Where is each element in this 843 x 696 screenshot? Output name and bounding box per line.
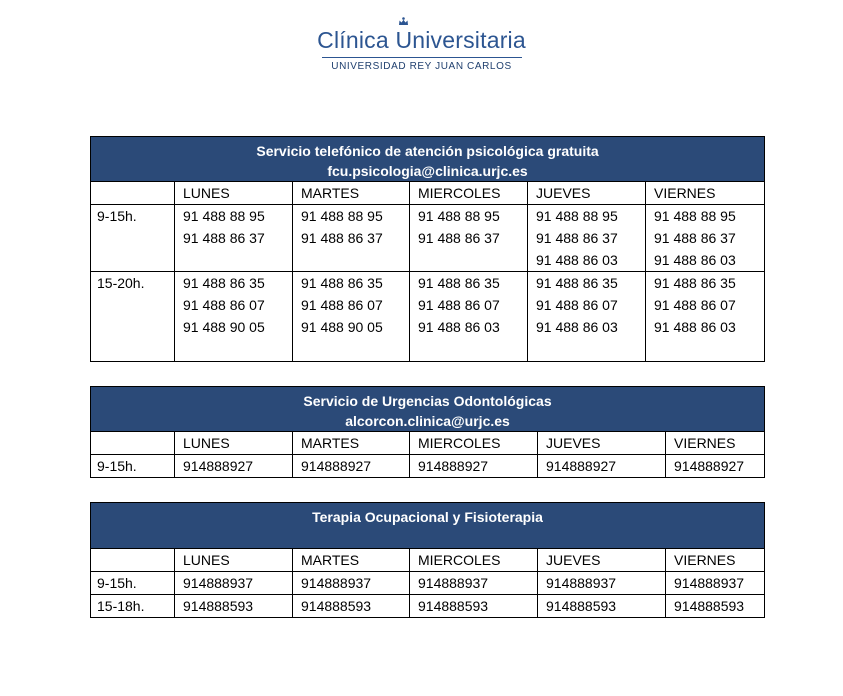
- phone-number: 914888593: [538, 595, 666, 618]
- phone-number: 914888593: [410, 595, 538, 618]
- phone-number: 91 488 86 03: [536, 319, 618, 335]
- phone-number: 91 488 86 03: [536, 252, 618, 268]
- phone-number: 914888937: [175, 572, 293, 595]
- phone-number: 91 488 86 07: [183, 297, 265, 313]
- logo-title-part2: niversitaria: [412, 27, 526, 53]
- day-wednesday: MIERCOLES: [410, 549, 538, 572]
- phone-number: 91 488 86 03: [654, 252, 736, 268]
- logo-divider: [322, 57, 522, 58]
- phone-number: 914888937: [666, 572, 765, 595]
- table-email: fcu.psicologia@clinica.urjc.es: [327, 163, 528, 179]
- row-label: 9-15h.: [91, 572, 175, 595]
- row-label: 15-18h.: [91, 595, 175, 618]
- logo-title-part1: Clínica: [317, 27, 396, 53]
- table-header: [91, 387, 765, 432]
- phone-cell: [646, 272, 765, 362]
- day-friday: VIERNES: [666, 432, 765, 455]
- phone-number: 91 488 86 37: [183, 230, 265, 246]
- phone-number: 914888927: [666, 455, 765, 478]
- phone-number: 914888593: [293, 595, 410, 618]
- phone-number: 91 488 88 95: [183, 208, 265, 224]
- occupational-therapy-table: [90, 502, 765, 618]
- phone-number: 91 488 90 05: [301, 319, 383, 335]
- day-thursday: JUEVES: [528, 182, 646, 205]
- phone-number: 91 488 88 95: [301, 208, 383, 224]
- logo-u: [395, 26, 412, 54]
- phone-number: 914888937: [293, 572, 410, 595]
- empty-cell: [91, 182, 175, 205]
- phone-number: 91 488 86 07: [654, 297, 736, 313]
- empty-cell: [91, 549, 175, 572]
- phone-number: 91 488 86 35: [418, 275, 500, 291]
- empty-cell: [91, 432, 175, 455]
- phone-cell: [293, 272, 410, 362]
- row-label: 9-15h.: [91, 205, 175, 272]
- table-header: [91, 503, 765, 549]
- day-monday: LUNES: [175, 549, 293, 572]
- phone-number: 914888593: [175, 595, 293, 618]
- table-title: Servicio de Urgencias Odontológicas: [303, 393, 552, 409]
- day-monday: LUNES: [175, 432, 293, 455]
- phone-number: 914888937: [410, 572, 538, 595]
- phone-cell: [410, 272, 528, 362]
- phone-number: 91 488 86 37: [418, 230, 500, 246]
- table-title: Terapia Ocupacional y Fisioterapia: [312, 509, 543, 525]
- phone-number: 91 488 86 37: [301, 230, 383, 246]
- days-row: [91, 182, 765, 205]
- day-wednesday: MIERCOLES: [410, 182, 528, 205]
- phone-cell: [646, 205, 765, 272]
- day-monday: LUNES: [175, 182, 293, 205]
- phone-cell: [175, 272, 293, 362]
- phone-cell: [528, 205, 646, 272]
- day-friday: VIERNES: [646, 182, 765, 205]
- row-label: 15-20h.: [91, 272, 175, 362]
- psychology-phone-table: [90, 136, 765, 362]
- phone-number: 91 488 86 03: [654, 319, 736, 335]
- table-title: Servicio telefónico de atención psicológica gratuita: [256, 143, 599, 159]
- phone-number: 91 488 86 07: [301, 297, 383, 313]
- phone-number: 914888927: [175, 455, 293, 478]
- phone-number: 91 488 86 35: [536, 275, 618, 291]
- logo-title-u: U: [395, 27, 413, 53]
- crown-icon: [398, 17, 409, 26]
- phone-cell: [410, 205, 528, 272]
- phone-number: 91 488 86 37: [654, 230, 736, 246]
- phone-cell: [175, 205, 293, 272]
- phone-cell: [528, 272, 646, 362]
- phone-number: 91 488 88 95: [654, 208, 736, 224]
- phone-number: 91 488 86 07: [536, 297, 618, 313]
- phone-number: 91 488 86 35: [301, 275, 383, 291]
- days-row: [91, 549, 765, 572]
- phone-number: 914888927: [293, 455, 410, 478]
- phone-cell: [293, 205, 410, 272]
- days-row: [91, 432, 765, 455]
- day-tuesday: MARTES: [293, 549, 410, 572]
- day-thursday: JUEVES: [538, 432, 666, 455]
- table-header: [91, 137, 765, 182]
- day-wednesday: MIERCOLES: [410, 432, 538, 455]
- phone-number: 914888937: [538, 572, 666, 595]
- phone-number: 914888593: [666, 595, 765, 618]
- phone-number: 914888927: [410, 455, 538, 478]
- dental-emergency-table: [90, 386, 765, 478]
- phone-number: 91 488 86 35: [654, 275, 736, 291]
- table-row: [91, 595, 765, 618]
- phone-number: 91 488 86 35: [183, 275, 265, 291]
- clinic-logo: [0, 26, 843, 73]
- phone-number: 91 488 86 07: [418, 297, 500, 313]
- day-tuesday: MARTES: [293, 432, 410, 455]
- day-friday: VIERNES: [666, 549, 765, 572]
- phone-number: 91 488 88 95: [536, 208, 618, 224]
- table-row: [91, 572, 765, 595]
- phone-number: 91 488 88 95: [418, 208, 500, 224]
- phone-number: 914888927: [538, 455, 666, 478]
- logo-title: [317, 26, 526, 54]
- phone-number: 91 488 86 03: [418, 319, 500, 335]
- logo-subtitle: UNIVERSIDAD REY JUAN CARLOS: [331, 61, 512, 72]
- phone-number: 91 488 86 37: [536, 230, 618, 246]
- table-row: [91, 205, 765, 272]
- day-thursday: JUEVES: [538, 549, 666, 572]
- table-row: [91, 272, 765, 362]
- phone-number: 91 488 90 05: [183, 319, 265, 335]
- day-tuesday: MARTES: [293, 182, 410, 205]
- table-email: alcorcon.clinica@urjc.es: [345, 413, 510, 429]
- row-label: 9-15h.: [91, 455, 175, 478]
- table-row: [91, 455, 765, 478]
